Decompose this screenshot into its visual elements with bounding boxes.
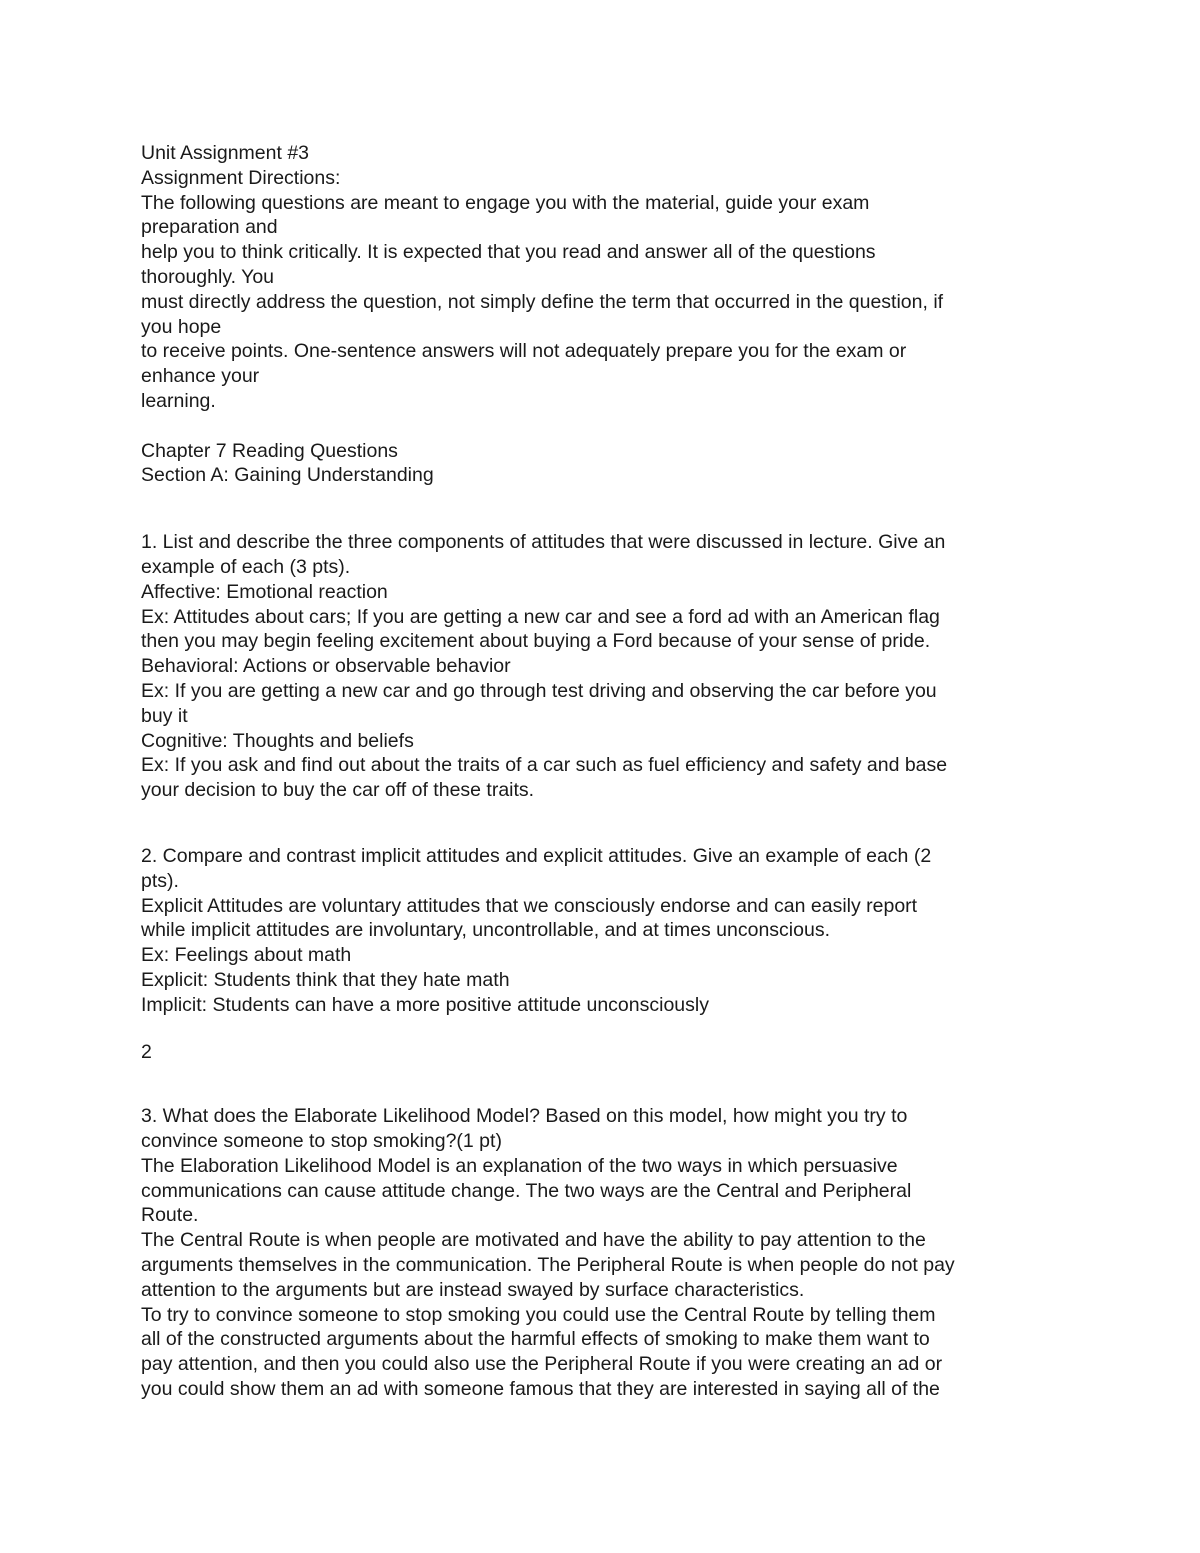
- directions-line: thoroughly. You: [141, 265, 275, 288]
- directions-line: The following questions are meant to engage you with the material, guide your exam: [141, 191, 870, 214]
- question-line: pts).: [141, 869, 179, 892]
- assignment-title: Unit Assignment #3: [141, 142, 310, 164]
- answer-line: Ex: If you are getting a new car and go through test driving and observing the car before you: [141, 679, 937, 702]
- question-2: [141, 844, 1061, 1018]
- answer-line: buy it: [141, 704, 188, 727]
- answer-line: To try to convince someone to stop smoking you could use the Central Route by telling them: [141, 1303, 936, 1326]
- question-line: 1. List and describe the three components of attitudes that were discussed in lecture. Give an: [141, 531, 946, 554]
- page-number: 2: [141, 1040, 152, 1063]
- answer-line: all of the constructed arguments about the harmful effects of smoking to make them want to: [141, 1328, 930, 1351]
- answer-line: pay attention, and then you could also use the Peripheral Route if you were creating an ad or: [141, 1353, 943, 1376]
- answer-line: The Elaboration Likelihood Model is an explanation of the two ways in which persuasive: [141, 1154, 898, 1177]
- answer-line: Cognitive: Thoughts and beliefs: [141, 729, 414, 752]
- answer-line: Ex: If you ask and find out about the traits of a car such as fuel efficiency and safety and base: [141, 754, 948, 777]
- answer-line: then you may begin feeling excitement about buying a Ford because of your sense of pride.: [141, 630, 931, 653]
- answer-line: arguments themselves in the communication. The Peripheral Route is when people do not pay: [141, 1254, 955, 1277]
- answer-line: while implicit attitudes are involuntary, uncontrollable, and at times unconscious.: [141, 919, 830, 942]
- answer-line: communications can cause attitude change. The two ways are the Central and Peripheral: [141, 1179, 912, 1202]
- directions-line: enhance your: [141, 365, 260, 388]
- answer-line: Implicit: Students can have a more positive attitude unconsciously: [141, 993, 709, 1016]
- question-line: example of each (3 pts).: [141, 555, 351, 578]
- answer-line: Affective: Emotional reaction: [141, 580, 388, 603]
- answer-line: Ex: Feelings about math: [141, 944, 352, 967]
- section-title: Section A: Gaining Understanding: [141, 464, 434, 487]
- answer-line: your decision to buy the car off of these traits.: [141, 779, 535, 802]
- answer-line: attention to the arguments but are instead swayed by surface characteristics.: [141, 1278, 805, 1301]
- directions-line: help you to think critically. It is expected that you read and answer all of the questions: [141, 241, 876, 264]
- question-1: [141, 530, 1061, 803]
- answer-line: Explicit Attitudes are voluntary attitudes that we consciously endorse and can easily report: [141, 894, 918, 917]
- directions-line: you hope: [141, 315, 222, 338]
- answer-line: The Central Route is when people are motivated and have the ability to pay attention to the: [141, 1229, 926, 1252]
- directions-label: Assignment Directions:: [141, 166, 341, 189]
- directions-line: must directly address the question, not simply define the term that occurred in the question, if: [141, 290, 944, 313]
- question-line: convince someone to stop smoking?(1 pt): [141, 1130, 502, 1153]
- answer-line: Explicit: Students think that they hate math: [141, 968, 510, 991]
- question-line: 2. Compare and contrast implicit attitudes and explicit attitudes. Give an example of each (2: [141, 844, 932, 867]
- question-line: 3. What does the Elaborate Likelihood Model? Based on this model, how might you try to: [141, 1105, 908, 1128]
- directions-line: to receive points. One-sentence answers will not adequately prepare you for the exam or: [141, 340, 907, 363]
- directions-paragraph: [141, 191, 1061, 414]
- answer-line: Ex: Attitudes about cars; If you are getting a new car and see a ford ad with an American flag: [141, 605, 940, 628]
- chapter-title: Chapter 7 Reading Questions: [141, 439, 398, 462]
- answer-line: you could show them an ad with someone famous that they are interested in saying all of the: [141, 1378, 940, 1401]
- answer-line: Route.: [141, 1204, 199, 1227]
- document-page: [141, 141, 1061, 1402]
- directions-line: preparation and: [141, 216, 278, 239]
- question-3: [141, 1104, 1061, 1402]
- directions-line: learning.: [141, 389, 216, 412]
- answer-line: Behavioral: Actions or observable behavior: [141, 655, 511, 678]
